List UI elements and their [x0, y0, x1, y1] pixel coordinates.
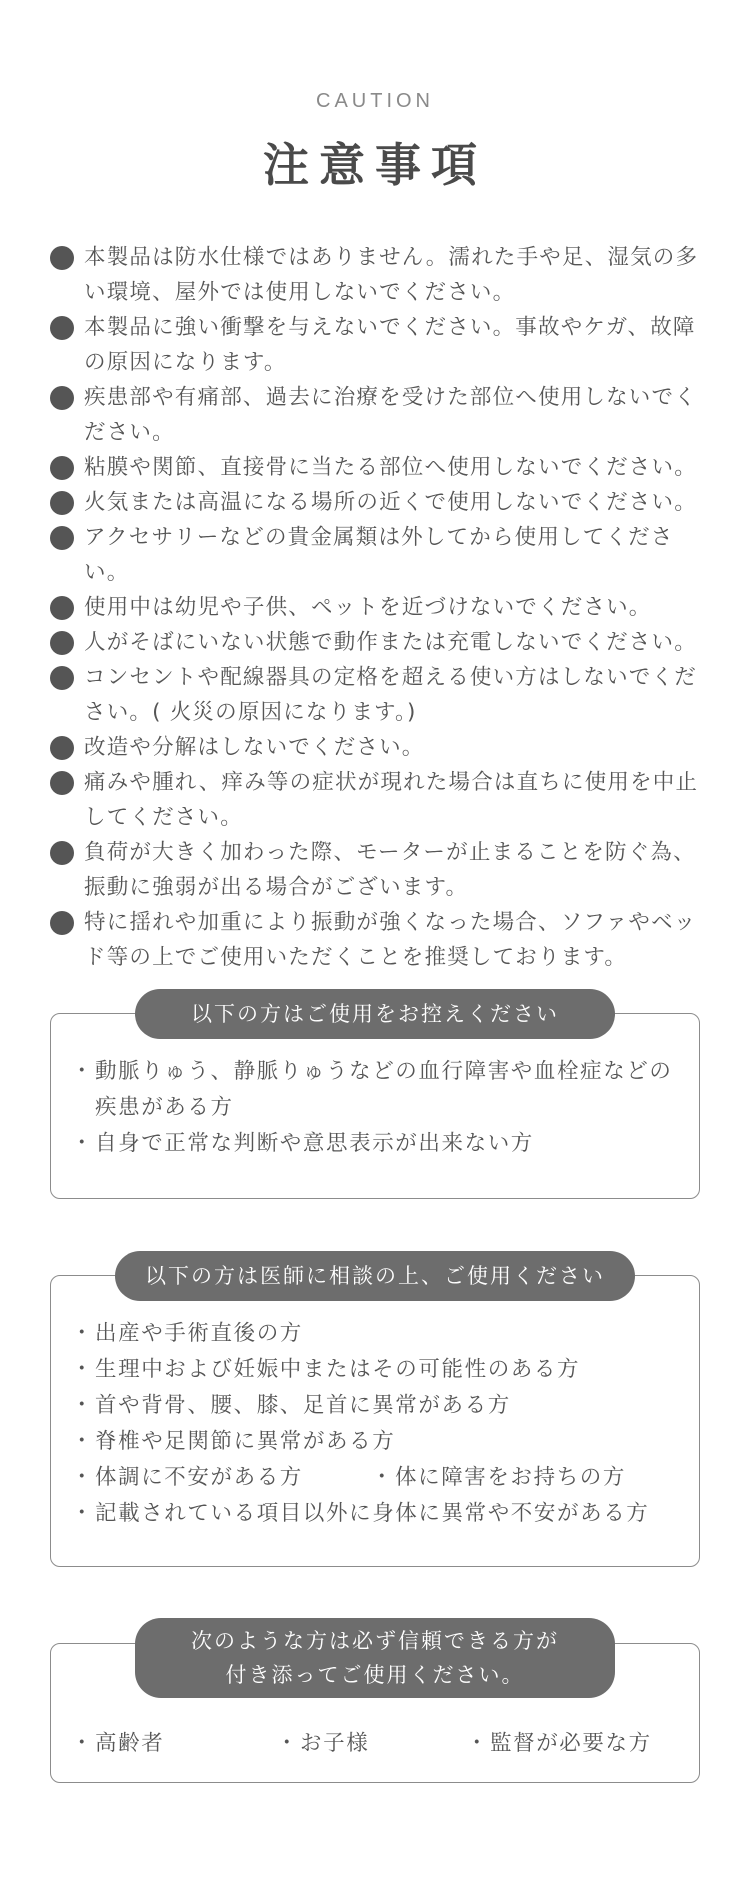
caution-item: 粘膜や関節、直接骨に当たる部位へ使用しないでください。 [50, 450, 710, 485]
avoid-use-heading: 以下の方はご使用をお控えください [135, 989, 615, 1039]
bullet-dot-icon [50, 456, 74, 480]
bullet-dot-icon [50, 596, 74, 620]
bullet-dot-icon [50, 526, 74, 550]
caution-item: 改造や分解はしないでください。 [50, 730, 710, 765]
bullet-dot-icon [50, 246, 74, 270]
caution-item: 人がそばにいない状態で動作または充電しないでください。 [50, 625, 710, 660]
accompany-heading-line: 付き添ってご使用ください。 [225, 1663, 525, 1687]
accompany-heading-line: 次のような方は必ず信頼できる方が [191, 1629, 559, 1653]
list-row [77, 1460, 687, 1496]
caution-item: 疾患部や有痛部、過去に治療を受けた部位へ使用しないでください。 [50, 380, 710, 450]
list-item: ・ 監督が必要な方 [472, 1726, 652, 1762]
bullet-dot-icon [50, 666, 74, 690]
consult-doctor-heading: 以下の方は医師に相談の上、ご使用ください [115, 1251, 635, 1301]
list-item: ・ 出産や手術直後の方 [77, 1316, 687, 1352]
bullet-dot-icon [50, 316, 74, 340]
bullet-dot-icon [50, 771, 74, 795]
caution-item: コンセントや配線器具の定格を超える使い方はしないでください。( 火災の原因になります。) [50, 660, 710, 730]
header [0, 90, 750, 195]
caution-item: 特に揺れや加重により振動が強くなった場合、ソファやベッド等の上でご使用いただくことを推奨しております。 [50, 905, 710, 975]
page-title: 注意事項 [263, 138, 487, 192]
accompany-heading [135, 1618, 615, 1698]
caution-item: 負荷が大きく加わった際、モーターが止まることを防ぐ為、振動に強弱が出る場合がございます。 [50, 835, 710, 905]
list-item: ・ 体に障害をお持ちの方 [377, 1460, 626, 1496]
list-item: ・ お子様 [282, 1726, 472, 1762]
consult-doctor-list [77, 1316, 687, 1532]
list-item: ・ 脊椎や足関節に異常がある方 [77, 1424, 687, 1460]
list-item: ・ 高齢者 [77, 1726, 282, 1762]
list-item: ・ 自身で正常な判断や意思表示が出来ない方 [77, 1126, 677, 1162]
list-item: ・ 体調に不安がある方 [77, 1460, 377, 1496]
bullet-dot-icon [50, 911, 74, 935]
caution-list [50, 240, 710, 975]
list-item: ・ 記載されている項目以外に身体に異常や不安がある方 [77, 1496, 687, 1532]
caution-item: 痛みや腫れ、痒み等の症状が現れた場合は直ちに使用を中止してください。 [50, 765, 710, 835]
list-item: ・ 首や背骨、腰、膝、足首に異常がある方 [77, 1388, 687, 1424]
list-item: ・ 動脈りゅう、静脈りゅうなどの血行障害や血栓症などの疾患がある方 [77, 1054, 677, 1126]
caution-item: 本製品は防水仕様ではありません。濡れた手や足、湿気の多い環境、屋外では使用しないでください。 [50, 240, 710, 310]
caution-item: アクセサリーなどの貴金属類は外してから使用してください。 [50, 520, 710, 590]
list-item: ・ 生理中および妊娠中またはその可能性のある方 [77, 1352, 687, 1388]
accompany-box [50, 1629, 700, 1783]
caution-item: 本製品に強い衝撃を与えないでください。事故やケガ、故障の原因になります。 [50, 310, 710, 380]
bullet-dot-icon [50, 736, 74, 760]
avoid-use-list [77, 1054, 677, 1162]
bullet-dot-icon [50, 841, 74, 865]
bullet-dot-icon [50, 631, 74, 655]
caution-label: CAUTION [316, 90, 434, 112]
bullet-dot-icon [50, 386, 74, 410]
bullet-dot-icon [50, 491, 74, 515]
caution-item: 使用中は幼児や子供、ペットを近づけないでください。 [50, 590, 710, 625]
consult-doctor-box [50, 1264, 700, 1567]
accompany-list [77, 1726, 677, 1762]
caution-item: 火気または高温になる場所の近くで使用しないでください。 [50, 485, 710, 520]
avoid-use-box [50, 1002, 700, 1199]
